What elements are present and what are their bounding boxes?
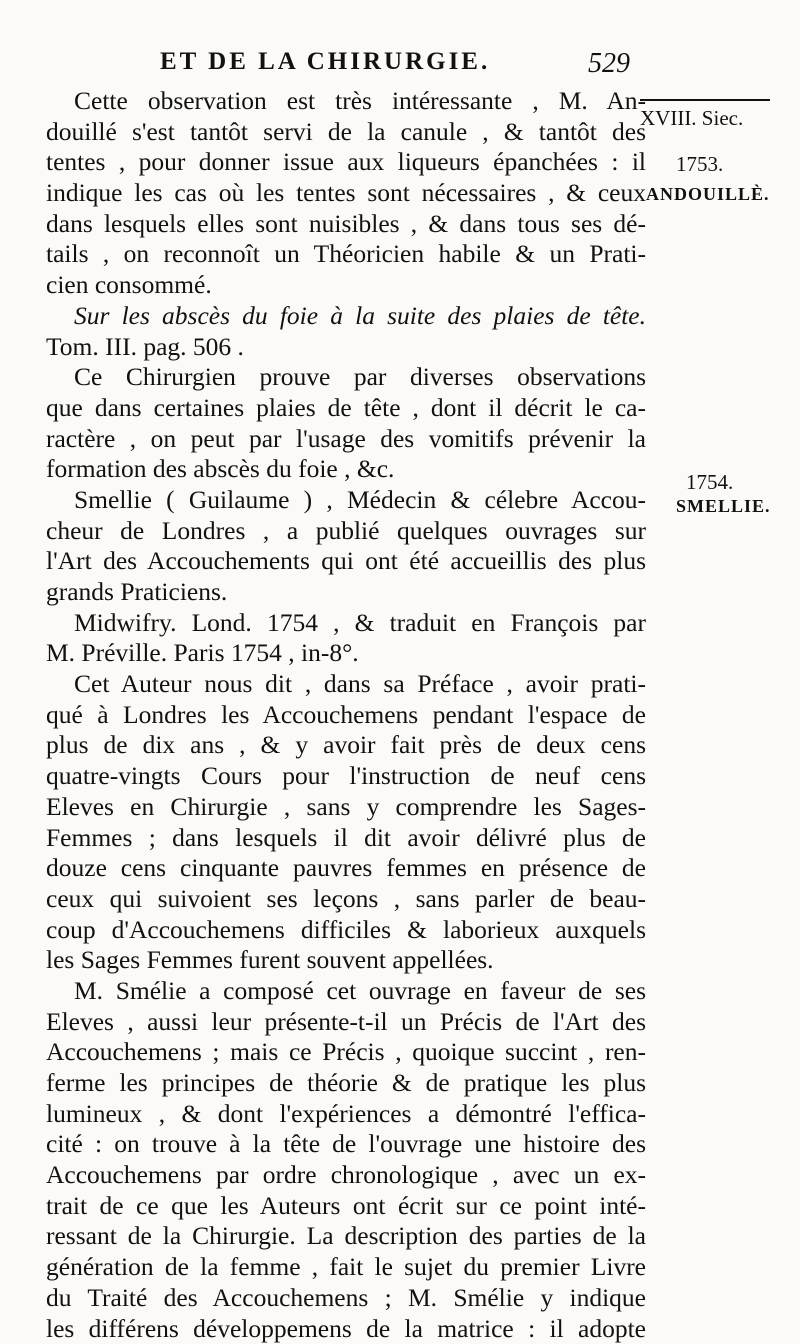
text-line: tails , on reconnoît un Théoricien habile & un Prati- [46,239,646,270]
text-line: Cet Auteur nous dit , dans sa Préface , avoir prati- [46,669,646,700]
text-line: Tom. III. pag. 506 . [46,332,646,363]
text-line-heading: Sur les abscès du foie à la suite des plaies de tête. [46,301,646,332]
text-line: douillé s'est tantôt servi de la canule , & tantôt des [46,117,646,148]
text-line: Accouchemens ; mais ce Précis , quoique succint , ren- [46,1037,646,1068]
text-line: Smellie ( Guilaume ) , Médecin & célebre Accou- [46,485,646,516]
text-line: cité : on trouve à la tête de l'ouvrage une histoire des [46,1129,646,1160]
text-line: les Sages Femmes furent souvent appellées. [46,945,646,976]
text-line: ceux qui suivoient ses leçons , sans parler de beau- [46,884,646,915]
text-line: Eleves en Chirurgie , sans y comprendre les Sages- [46,792,646,823]
margin-note-year-1754: 1754. [686,468,733,496]
text-line: Ce Chirurgien prouve par diverses observations [46,362,646,393]
text-line: du Traité des Accouchemens ; M. Smélie y indique [46,1283,646,1314]
text-line: ferme les principes de théorie & de pratique les plus [46,1068,646,1099]
text-line: qué à Londres les Accouchemens pendant l'espace de [46,700,646,731]
text-line: quatre-vingts Cours pour l'instruction de neuf cens [46,761,646,792]
text-line: Eleves , aussi leur présente-t-il un Précis de l'Art des [46,1007,646,1038]
text-line: dans lesquels elles sont nuisibles , & dans tous ses dé- [46,209,646,240]
text-line: les différens développemens de la matrice : il adopte [46,1314,646,1344]
text-line: Cette observation est très intéressante , M. An- [46,86,646,117]
text-line: génération de la femme , fait le sujet du premier Livre [46,1252,646,1283]
text-line: Accouchemens par ordre chronologique , avec un ex- [46,1160,646,1191]
page-number: 529 [588,48,630,80]
text-line: douze cens cinquante pauvres femmes en présence de [46,853,646,884]
text-line: que dans certaines plaies de tête , dont il décrit le ca- [46,393,646,424]
text-line-citation: Midwifry. Lond. 1754 , & traduit en François par [46,608,646,639]
margin-note-andouille: ANDOUILLÈ. [646,180,770,208]
text-line: lumineux , & dont l'expériences a démontré l'effica- [46,1099,646,1130]
body-text [46,86,646,1344]
margin-note-century: XVIII. Siec. [640,104,743,132]
margin-rule [640,99,770,101]
text-line: ressant de la Chirurgie. La description des parties de la [46,1221,646,1252]
text-line: tentes , pour donner issue aux liqueurs épanchées : il [46,147,646,178]
margin-note-year-1753: 1753. [676,150,723,178]
text-line: M. Smélie a composé cet ouvrage en faveur de ses [46,976,646,1007]
margin-note-smellie: SMELLIE. [676,492,771,520]
text-line: ractère , on peut par l'usage des vomitifs prévenir la [46,424,646,455]
text-line: l'Art des Accouchements qui ont été accueillis des plus [46,546,646,577]
text-line-citation: M. Préville. Paris 1754 , in-8°. [46,638,646,669]
text-line: coup d'Accouchemens difficiles & laborieux auxquels [46,915,646,946]
text-line: plus de dix ans , & y avoir fait près de deux cens [46,730,646,761]
text-line: cheur de Londres , a publié quelques ouvrages sur [46,516,646,547]
text-line: indique les cas où les tentes sont nécessaires , & ceux [46,178,646,209]
running-header: ET DE LA CHIRURGIE. [160,48,560,76]
text-line: formation des abscès du foie , &c. [46,454,646,485]
text-line: grands Praticiens. [46,577,646,608]
text-line: cien consommé. [46,270,646,301]
text-line: trait de ce que les Auteurs ont écrit sur ce point inté- [46,1191,646,1222]
text-line: Femmes ; dans lesquels il dit avoir délivré plus de [46,823,646,854]
